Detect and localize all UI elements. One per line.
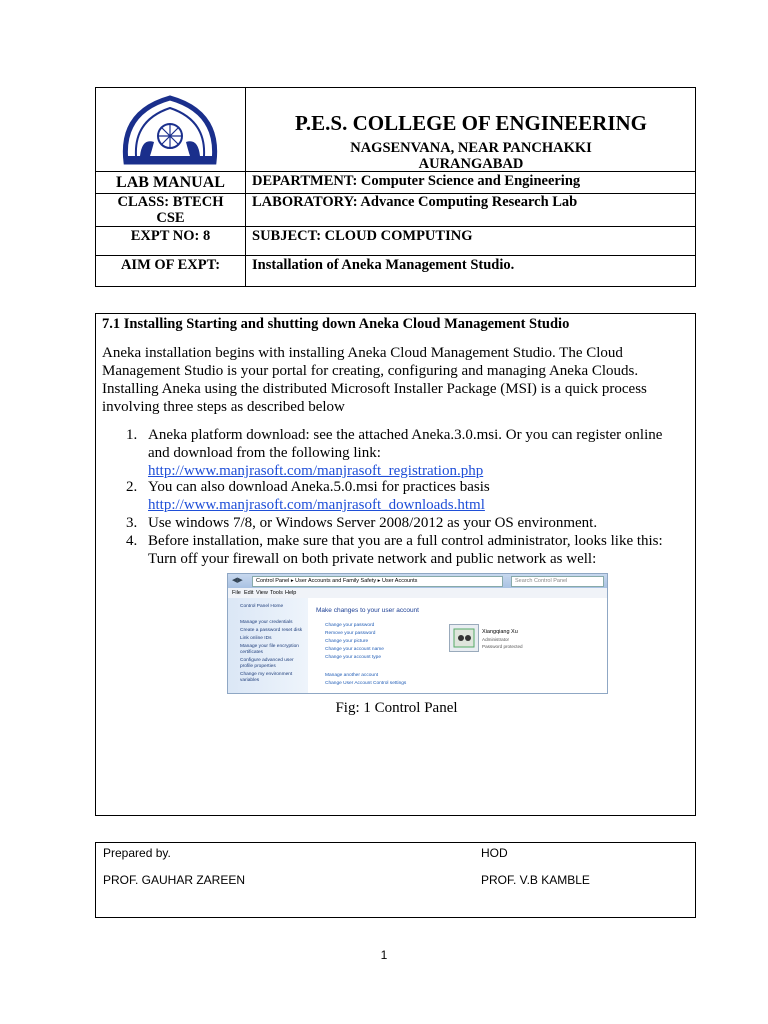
menu-edit[interactable]: Edit <box>244 590 254 596</box>
change-type-link[interactable]: Change your account type <box>325 655 382 660</box>
aim-label: AIM OF EXPT: <box>120 257 221 273</box>
sidebar <box>228 598 308 693</box>
manage-account-link[interactable]: Manage another account <box>325 673 379 678</box>
intro-paragraph: Aneka installation begins with installing Aneka Cloud Management Studio. The Cloud Management Studio is your portal for creating, configuring and managing Aneka Clouds. Installing Aneka using the distributed Microsoft Installer Package (MSI) is a quick process involving three steps as described below <box>102 345 647 415</box>
more-links <box>325 672 406 688</box>
hod-label: HOD <box>481 846 508 860</box>
user-name: Xiangqiang Xu <box>482 629 518 635</box>
breadcrumb[interactable]: Control Panel ▸ User Accounts and Family Safety ▸ User Accounts <box>252 576 503 587</box>
list-item: 1. Aneka platform download: see the attached Aneka.3.0.msi. Or you can register online and download from the following link: http://www.manjrasoft.com/manjrasoft_registration.php <box>126 427 663 479</box>
menu-view[interactable]: View <box>256 590 268 596</box>
user-role: Administrator <box>482 637 510 642</box>
uac-settings-link[interactable]: Change User Account Control settings <box>325 681 407 686</box>
change-picture-link[interactable]: Change your picture <box>325 639 369 644</box>
class-line1: CLASS: BTECH <box>117 194 224 210</box>
college-name: P.E.S. COLLEGE OF ENGINEERING <box>294 111 648 135</box>
laboratory: LABORATORY: Advance Computing Research Lab <box>252 194 578 210</box>
figure-caption: Fig: 1 Control Panel <box>335 700 458 716</box>
college-city: AURANGABAD <box>418 156 524 172</box>
sidebar-title[interactable]: Control Panel Home <box>240 604 284 609</box>
college-logo <box>114 92 226 168</box>
user-info <box>482 629 523 650</box>
menu-file[interactable]: File <box>232 590 241 596</box>
sidebar-item[interactable]: Create a password reset disk <box>240 628 303 633</box>
hod-name: PROF. V.B KAMBLE <box>481 873 590 887</box>
user-avatar <box>449 624 479 652</box>
list-item: 4. Before installation, make sure that you are a full control administrator, looks like this: Turn off your firewall on both private network and public network as well: <box>126 533 663 567</box>
control-panel-screenshot <box>227 573 608 694</box>
department: DEPARTMENT: Computer Science and Engineering <box>252 173 581 189</box>
sidebar-item[interactable]: Change my environment variables <box>240 672 293 683</box>
expt-no: EXPT NO: 8 <box>130 228 211 244</box>
subject: SUBJECT: CLOUD COMPUTING <box>252 228 473 244</box>
sidebar-item[interactable]: Link online IDs <box>240 636 272 641</box>
sidebar-item[interactable]: Manage your credentials <box>240 620 293 625</box>
remove-password-link[interactable]: Remove your password <box>325 631 376 636</box>
prepared-name: PROF. GAUHAR ZAREEN <box>103 873 246 887</box>
change-password-link[interactable]: Change your password <box>325 623 375 628</box>
change-name-link[interactable]: Change your account name <box>325 647 384 652</box>
college-address: NAGSENVANA, NEAR PANCHAKKI <box>350 140 592 156</box>
search-input[interactable]: Search Control Panel <box>511 576 604 587</box>
sidebar-item[interactable]: Configure advanced user profile properties <box>240 658 294 669</box>
content-heading: Make changes to your user account <box>316 607 419 614</box>
class-line2: CSE <box>156 210 185 226</box>
header-table <box>95 87 696 287</box>
page-number: 1 <box>380 948 388 962</box>
aim-value: Installation of Aneka Management Studio. <box>252 257 515 273</box>
list-item: 3. Use windows 7/8, or Windows Server 2008/2012 as your OS environment. <box>126 515 598 531</box>
section-title: 7.1 Installing Starting and shutting down Aneka Cloud Management Studio <box>102 316 570 332</box>
lab-manual-label: LAB MANUAL <box>116 174 225 191</box>
prepared-label: Prepared by. <box>103 846 171 860</box>
list-item: 2. You can also download Aneka.5.0.msi for practices basis http://www.manjrasoft.com/manjrasoft_downloads.html <box>126 479 490 513</box>
address-bar <box>228 574 607 588</box>
back-icon: ◀▶ <box>232 577 243 584</box>
registration-link[interactable]: http://www.manjrasoft.com/manjrasoft_registration.php <box>148 463 484 479</box>
menu-bar <box>228 588 607 598</box>
account-links <box>325 622 384 662</box>
menu-tools[interactable]: Tools <box>270 590 283 596</box>
downloads-link[interactable]: http://www.manjrasoft.com/manjrasoft_downloads.html <box>148 497 485 513</box>
content-box <box>95 313 696 816</box>
menu-help[interactable]: Help <box>285 590 297 596</box>
user-status: Password protected <box>482 644 523 649</box>
sidebar-item[interactable]: Manage your file encryption certificates <box>240 644 299 655</box>
signature-box <box>95 842 696 918</box>
